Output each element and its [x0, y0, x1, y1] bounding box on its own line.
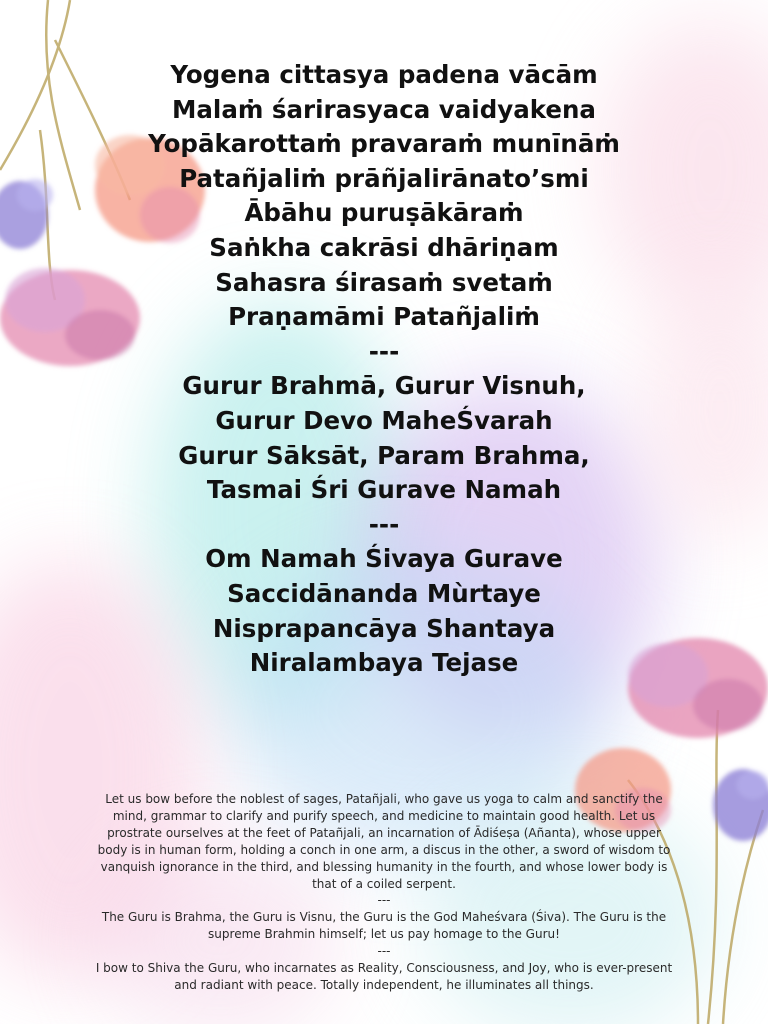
chant-line: Saccidānanda Mùrtaye: [227, 578, 541, 608]
chant-line: Patañjaliṁ prāñjalirānato’smi: [179, 163, 589, 193]
chant-line: Yogena cittasya padena vācām: [170, 60, 598, 89]
chant-line: Nisprapancāya Shantaya: [212, 613, 556, 643]
chant-line: Malaṁ śarirasyaca vaidyakena: [172, 94, 596, 124]
chant-verses: [0, 58, 768, 681]
translation-patanjali: Let us bow before the noblest of sages, Patañjali, who gave us yoga to calm and sanctify the mind, grammar to clarify and purify speech, and medicine to maintain good health. Let us prostrate ourselves at the feet of Patañjali, an incarnation of Ādiśeṣa (Añanta), whose upper body is in human form, holding a conch in one arm, a discus in the other, a sword of wisdom to vanquish ignorance in the third, and blessing humanity in the fourth, and whose lower body is that of a coiled serpent.: [97, 792, 671, 891]
chant-line: Sahasra śirasaṁ svetaṁ: [215, 267, 553, 297]
chant-line: Praṇamāmi Patañjaliṁ: [228, 302, 540, 332]
chant-line: Gurur Brahmā, Gurur Visnuh,: [182, 371, 586, 401]
translation-guru: The Guru is Brahma, the Guru is Visnu, the Guru is the God Maheśvara (Śiva). The Guru is the supreme Brahmin himself; let us pay homage to the Guru!: [101, 910, 667, 942]
translation-block: [92, 791, 676, 994]
chant-separator: ---: [368, 509, 400, 539]
chant-separator: ---: [368, 336, 400, 366]
translation-separator: ---: [377, 893, 391, 908]
chant-line: Om Namah Śivaya Gurave: [205, 544, 563, 574]
chant-line: Gurur Devo MaheŚvarah: [215, 405, 553, 435]
chant-line: Niralambaya Tejase: [249, 648, 519, 678]
chant-line: Saṅkha cakrāsi dhāriṇam: [209, 232, 559, 262]
translation-shiva: I bow to Shiva the Guru, who incarnates as Reality, Consciousness, and Joy, who is ever-present and radiant with peace. Totally independent, he illuminates all things.: [95, 961, 673, 992]
chant-line: Ābāhu puruṣākāraṁ: [244, 198, 524, 228]
chant-line: Yopākarottaṁ pravaraṁ munīnāṁ: [148, 129, 620, 159]
chant-line: Tasmai Śri Gurave Namah: [206, 475, 562, 505]
translation-separator: ---: [377, 944, 391, 959]
chant-line: Gurur Sāksāt, Param Brahma,: [178, 440, 590, 470]
